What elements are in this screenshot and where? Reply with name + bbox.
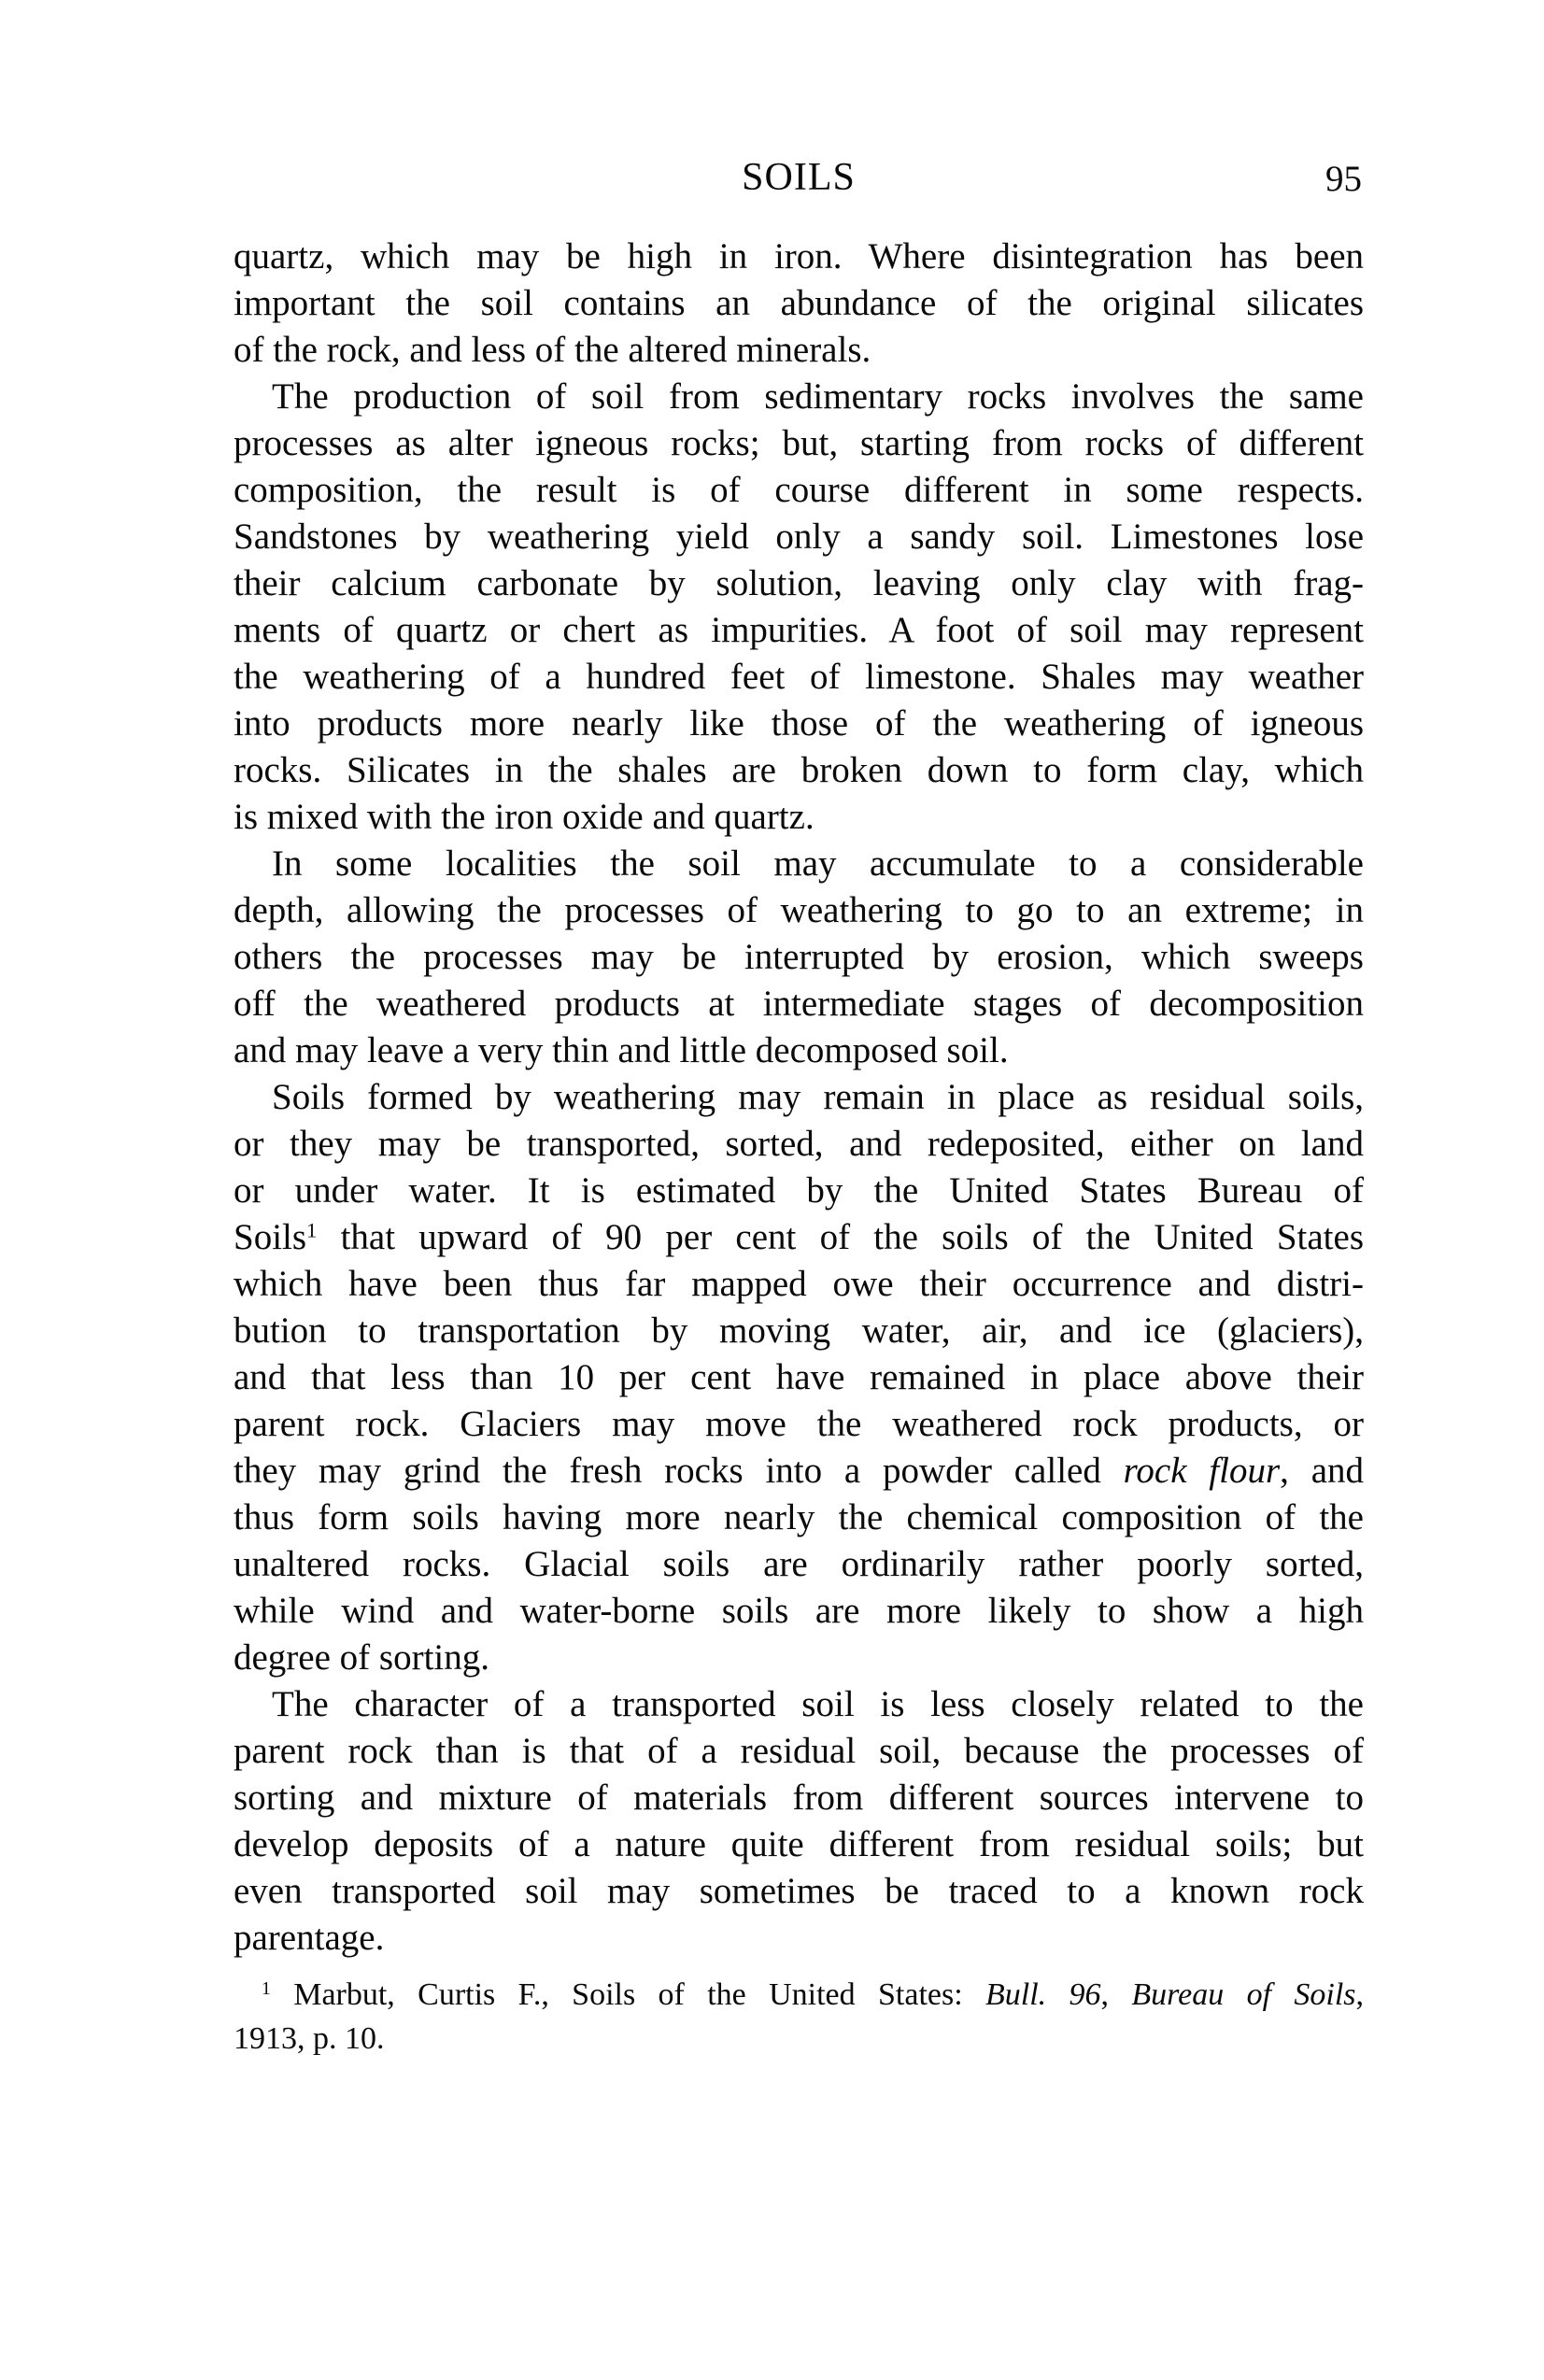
text-segment: degree of sorting. — [234, 1637, 489, 1678]
text-line — [234, 2017, 1364, 2061]
text-line — [234, 280, 1364, 327]
text-line — [234, 607, 1364, 654]
text-segment: which have been thus far mapped owe their occurrence and distri- — [234, 1264, 1364, 1304]
text-line — [234, 747, 1364, 794]
text-segment: processes as alter igneous rocks; but, starting from rocks of different — [234, 423, 1364, 463]
text-segment: while wind and water-borne soils are more likely to show a high — [234, 1591, 1364, 1631]
text-segment: 1913, p. 10. — [234, 2021, 385, 2056]
text-line — [234, 1261, 1364, 1308]
paragraph — [234, 841, 1364, 1074]
text-segment: the weathering of a hundred feet of limestone. Shales may weather — [234, 657, 1364, 697]
text-segment: ments of quartz or chert as impurities. A foot of soil may represent — [234, 610, 1364, 650]
text-line — [234, 1541, 1364, 1588]
text-line — [234, 701, 1364, 747]
text-segment: of the rock, and less of the altered minerals. — [234, 330, 871, 370]
text-line — [234, 1074, 1364, 1121]
paragraph — [234, 1074, 1364, 1681]
text-line — [234, 1214, 1364, 1261]
text-segment: parent rock. Glaciers may move the weathered rock products, or — [234, 1404, 1364, 1444]
text-segment: , — [1100, 1977, 1132, 2012]
text-line — [234, 887, 1364, 934]
text-segment: is mixed with the iron oxide and quartz. — [234, 797, 814, 837]
text-segment: their calcium carbonate by solution, leaving only clay with frag- — [234, 563, 1364, 603]
text-line — [234, 1495, 1364, 1541]
text-line — [234, 1354, 1364, 1401]
body-text — [234, 234, 1364, 1962]
running-title: SOILS — [742, 156, 856, 199]
text-segment: or they may be transported, sorted, and redeposited, either on land — [234, 1124, 1364, 1164]
text-line — [234, 654, 1364, 701]
text-segment: sorting and mixture of materials from different sources intervene to — [234, 1778, 1364, 1818]
text-segment: that upward of 90 per cent of the soils of the United States — [317, 1217, 1364, 1257]
text-segment: parent rock than is that of a residual soil, because the processes of — [234, 1731, 1364, 1771]
text-line — [234, 1588, 1364, 1635]
italic-text: rock flour — [1123, 1451, 1281, 1491]
paragraph — [234, 1681, 1364, 1962]
text-segment: Marbut, Curtis F., Soils of the United States: — [270, 1977, 986, 2012]
footnote — [234, 1973, 1364, 2061]
text-segment: composition, the result is of course different in some respects. — [234, 470, 1364, 510]
paragraph — [234, 234, 1364, 374]
text-line — [234, 514, 1364, 560]
text-segment: The character of a transported soil is less closely related to the — [272, 1684, 1364, 1724]
footnote-marker: 1 — [262, 1978, 271, 2000]
text-line — [234, 981, 1364, 1027]
text-segment: In some localities the soil may accumulate to a considerable — [272, 843, 1364, 884]
text-line — [234, 794, 1364, 841]
text-segment: thus form soils having more nearly the chemical composition of the — [234, 1497, 1364, 1537]
text-segment: even transported soil may sometimes be traced to a known rock — [234, 1871, 1364, 1911]
text-segment: bution to transportation by moving water, air, and ice (glaciers), — [234, 1310, 1364, 1351]
text-line — [234, 560, 1364, 607]
text-line — [234, 1401, 1364, 1448]
text-line — [234, 934, 1364, 981]
text-line — [234, 1775, 1364, 1821]
text-segment: Sandstones by weathering yield only a sandy soil. Limestones lose — [234, 517, 1364, 557]
text-line — [234, 1821, 1364, 1868]
text-segment: and that less than 10 per cent have remained in place above their — [234, 1357, 1364, 1397]
text-line — [234, 234, 1364, 280]
text-segment: , — [1355, 1977, 1364, 2012]
text-segment: Soils formed by weathering may remain in place as residual soils, — [272, 1077, 1364, 1117]
text-segment: others the processes may be interrupted by erosion, which sweeps — [234, 937, 1364, 977]
text-line — [234, 1027, 1364, 1074]
text-line — [234, 467, 1364, 514]
text-line — [234, 374, 1364, 420]
italic-text: Bureau of Soils — [1131, 1977, 1356, 2012]
text-segment: rocks. Silicates in the shales are broken down to form clay, which — [234, 750, 1364, 790]
text-segment: unaltered rocks. Glacial soils are ordinarily rather poorly sorted, — [234, 1544, 1364, 1584]
text-line — [234, 1973, 1364, 2017]
text-segment: depth, allowing the processes of weathering to go to an extreme; in — [234, 890, 1364, 930]
text-segment: off the weathered products at intermediate stages of decomposition — [234, 984, 1364, 1024]
text-segment: Soils — [234, 1217, 307, 1257]
text-segment: develop deposits of a nature quite different from residual soils; but — [234, 1824, 1364, 1864]
text-line — [234, 1868, 1364, 1915]
text-segment: parentage. — [234, 1918, 385, 1958]
text-line — [234, 1121, 1364, 1168]
text-line — [234, 1635, 1364, 1681]
text-segment: or under water. It is estimated by the United States Bureau of — [234, 1170, 1364, 1211]
text-line — [234, 841, 1364, 887]
text-line — [234, 1308, 1364, 1354]
italic-text: Bull. 96 — [985, 1977, 1101, 2012]
page-header — [234, 155, 1364, 204]
text-line — [234, 1915, 1364, 1962]
text-line — [234, 1168, 1364, 1214]
text-line — [234, 1728, 1364, 1775]
text-line — [234, 327, 1364, 374]
paragraph — [234, 374, 1364, 841]
text-segment: into products more nearly like those of the weathering of igneous — [234, 703, 1364, 744]
text-line — [234, 1681, 1364, 1728]
text-segment: they may grind the fresh rocks into a powder called — [234, 1451, 1124, 1491]
text-segment: important the soil contains an abundance of the original silicates — [234, 283, 1364, 323]
text-line — [234, 1448, 1364, 1495]
text-segment: and may leave a very thin and little decomposed soil. — [234, 1030, 1009, 1070]
text-segment: The production of soil from sedimentary rocks involves the same — [272, 376, 1364, 417]
footnote-marker: 1 — [306, 1218, 318, 1242]
text-segment: , and — [1280, 1451, 1365, 1491]
text-segment: quartz, which may be high in iron. Where disintegration has been — [234, 236, 1364, 276]
text-line — [234, 420, 1364, 467]
page-number: 95 — [1325, 159, 1362, 199]
